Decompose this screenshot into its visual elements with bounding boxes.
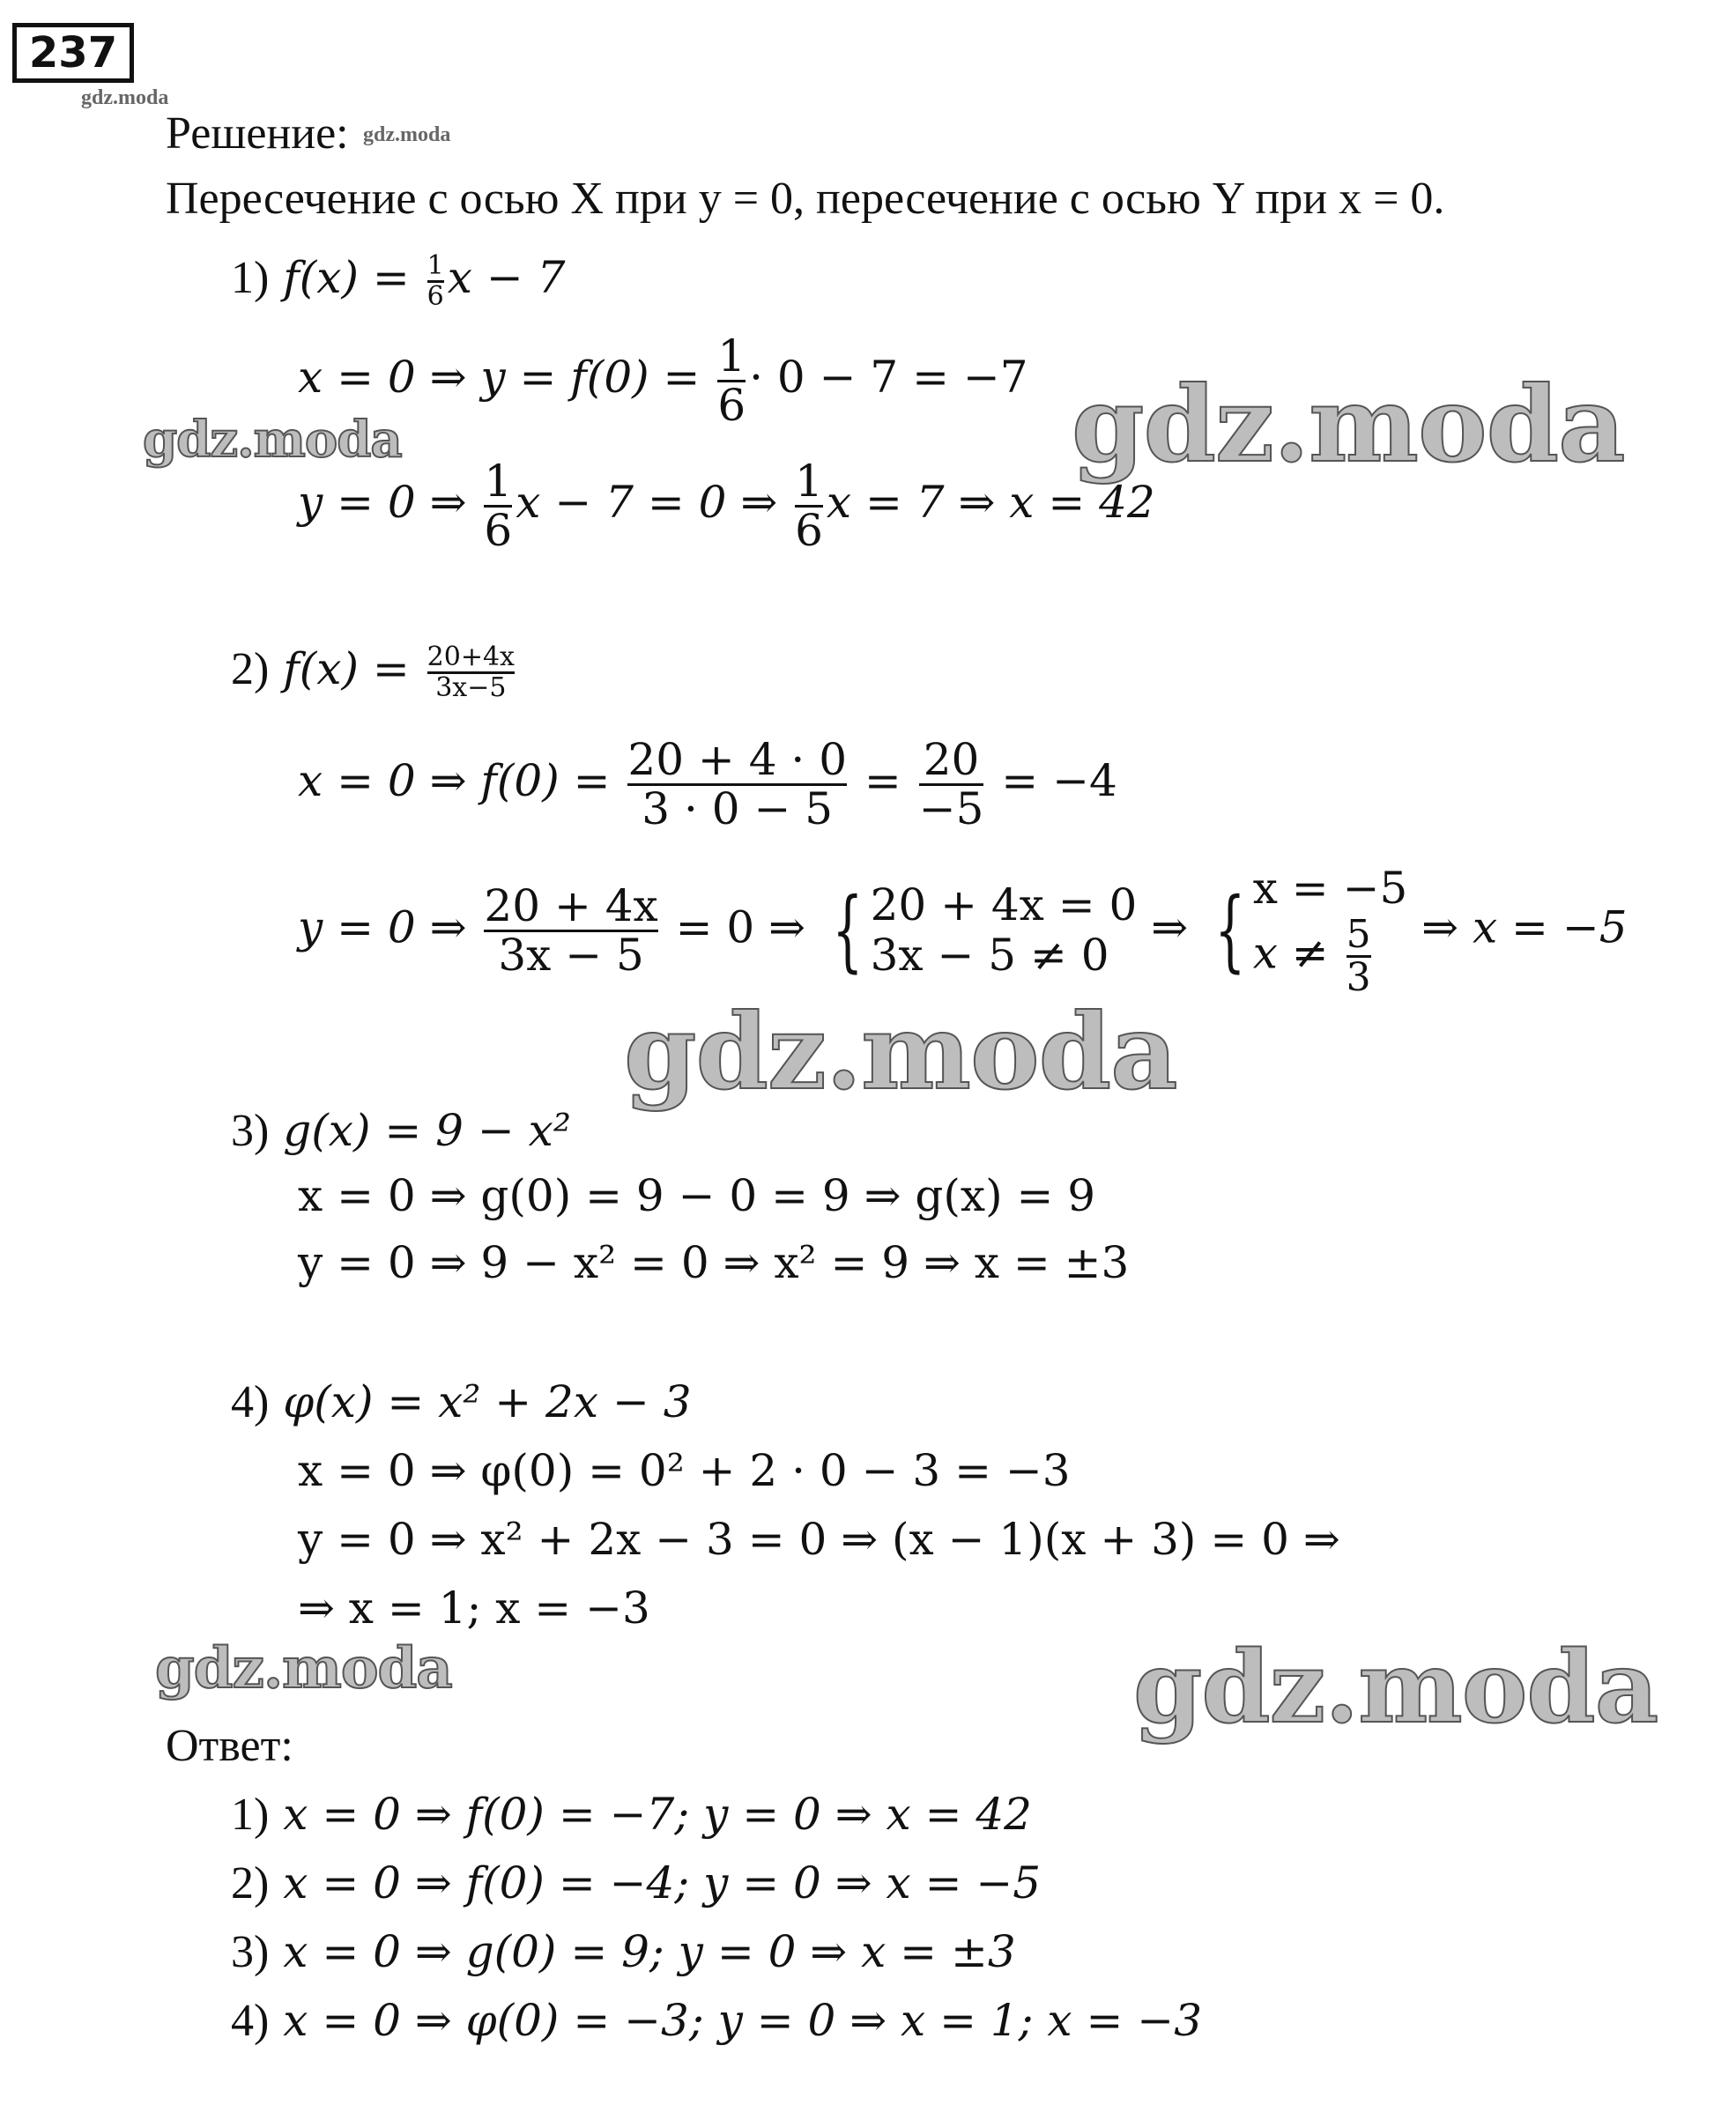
watermark-small: gdz.moda [363,123,451,146]
part-3-line-1: x = 0 ⇒ g(0) = 9 − 0 = 9 ⇒ g(x) = 9 [298,1170,1096,1221]
watermark-large: gdz.moda [624,990,1177,1113]
watermark-large: gdz.moda [1072,363,1625,485]
part-1-line-1: x = 0 ⇒ y = f(0) = $\frac{1}{6}$ · 0 − 7 = −7 [298,330,1028,431]
system-2: x = −5 x ≠ $\frac{5}{3}$ [1252,863,1408,1000]
answer-heading: Ответ: [166,1721,293,1771]
part-1-line-2: y = 0 ⇒ $\frac{1}{6}$ x − 7 = 0 ⇒ $\frac{1}{6}$ x = 7 ⇒ x = 42 [298,456,1155,556]
part-4-line-2: y = 0 ⇒ x² + 2x − 3 = 0 ⇒ (x − 1)(x + 3) = 0 ⇒ [298,1514,1340,1565]
part-1-definition: 1) f(x) = $\frac{1}{6}$ x − 7 [231,250,566,312]
answer-3: 3) x = 0 ⇒ g(0) = 9; y = 0 ⇒ x = ±3 [231,1926,1016,1977]
watermark-small: gdz.moda [81,86,169,109]
part-3-line-2: y = 0 ⇒ 9 − x² = 0 ⇒ x² = 9 ⇒ x = ±3 [298,1237,1130,1288]
part-2-line-2: y = 0 ⇒ $\frac{20 + 4x}{3x - 5}$ = 0 ⇒ { 20 + 4x = 0 3x − 5 ≠ 0 ⇒ { x = −5 x ≠ $\frac{5}{3}$ ⇒ x = −5 [298,863,1628,1000]
part-3-definition: 3) g(x) = 9 − x² [231,1105,571,1156]
part-4-line-1: x = 0 ⇒ φ(0) = 0² + 2 · 0 − 3 = −3 [298,1445,1071,1496]
watermark-medium: gdz.moda [155,1635,452,1701]
system-brace: { [832,878,864,982]
answer-1: 1) x = 0 ⇒ f(0) = −7; y = 0 ⇒ x = 42 [231,1789,1032,1840]
answer-2: 2) x = 0 ⇒ f(0) = −4; y = 0 ⇒ x = −5 [231,1857,1042,1909]
watermark-large: gdz.moda [1133,1630,1658,1746]
intro-text: Пересечение с осью X при y = 0, пересечение с осью Y при x = 0. [166,174,1445,224]
system-1: 20 + 4x = 0 3x − 5 ≠ 0 [870,878,1138,982]
part-4-line-3: ⇒ x = 1; x = −3 [298,1582,650,1634]
solution-heading: Решение: [166,108,349,159]
part-2-definition: 2) f(x) = $\frac{20+4x}{3x-5}$ [231,641,515,703]
answer-4: 4) x = 0 ⇒ φ(0) = −3; y = 0 ⇒ x = 1; x = −3 [231,1995,1203,2046]
part-2-line-1: x = 0 ⇒ f(0) = $\frac{20 + 4 \cdot 0}{3 \cdot 0 - 5}$ = $\frac{20}{-5}$ = −4 [298,734,1117,834]
watermark-medium: gdz.moda [143,411,402,469]
system-brace: { [1214,878,1246,982]
part-4-definition: 4) φ(x) = x² + 2x − 3 [231,1376,692,1427]
problem-number-badge: 237 [12,23,134,83]
